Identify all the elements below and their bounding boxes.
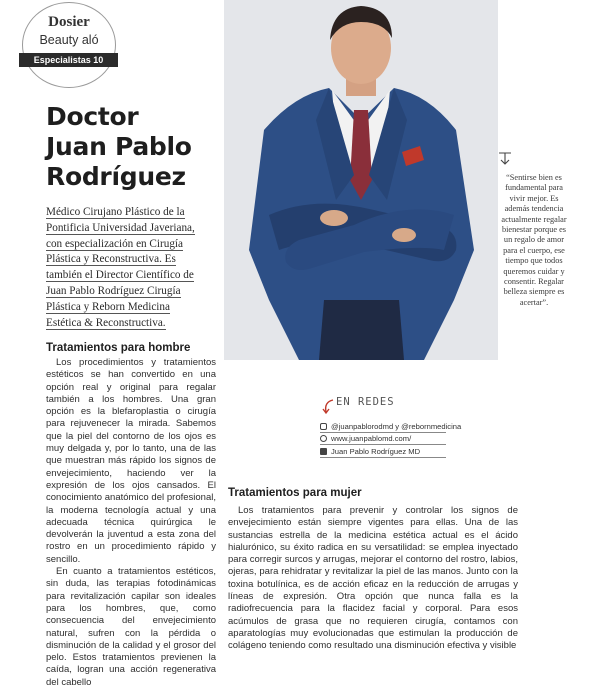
quote-arrow-icon (497, 152, 513, 166)
intro-line: Médico Cirujano Plástico de la (46, 206, 185, 218)
website-text: www.juanpablomd.com/ (331, 434, 412, 443)
instagram-icon (320, 423, 327, 430)
facebook-text: Juan Pablo Rodríguez MD (331, 447, 421, 456)
paragraph: Los procedimientos y tratamientos estéticos se han convertido en una opción real y original para regalar también a los hombres. Una gran opción es la blefaroplastia o cirugía para rejuvenecer la mirada. Sabemos que la piel del contorno de los ojos es muy delgada y, por lo tanto, una de las que muestran más rápido los signos de envejecimiento, haciendo ver la expresión de los ojos cansados. El conocimiento anatómico del profesional, la moderna tecnología actual y una adecuada técnica quirúrgica le devolverán la juventud a esta zona del rostro en un procedimiento rápido y sencillo. (46, 357, 216, 565)
doctor-portrait-illustration (224, 0, 498, 360)
title-line: Doctor (46, 102, 139, 131)
intro-line: Pontificia Universidad Javeriana, (46, 221, 195, 234)
facebook-icon (320, 448, 327, 455)
divider (320, 457, 446, 458)
pull-quote: “Sentirse bien es fundamental para vivir mejor. Es además tendencia actualmente regalar bienestar porque es un regalo de amor para el cuerpo, ese tiempo que todos queremos cuidar y consentir. Regalar belleza siempre es acertar”. (501, 173, 567, 307)
divider (320, 444, 446, 445)
badge-subtitle: Beauty aló (39, 33, 99, 47)
facebook-page[interactable] (320, 447, 420, 457)
curved-arrow-icon (322, 398, 336, 416)
globe-icon (320, 435, 327, 442)
website-link[interactable] (320, 434, 411, 444)
intro-line: Estética & Reconstructiva. (46, 316, 166, 329)
intro-line: Juan Pablo Rodríguez Cirugía (46, 284, 181, 297)
instagram-text: @juanpablorodmd y @rebornmedicina (331, 422, 462, 431)
article-title (46, 102, 226, 192)
title-line: Juan Pablo (46, 132, 192, 161)
paragraph: Los tratamientos para prevenir y controlar los signos de envejecimiento están siempre vigentes para ellas. Una de las sustancias estrella de la medicina estética actual es el ácido hialurónico, su éxito radica en su versatilidad: se emplea inyectado para corregir surcos y arrugas, mejorar el contorno del rostro, labios, ojeras, para rehidratar y revitalizar la piel de las manos. Junto con la toxina botulínica, es de acción eficaz en la reducción de arrugas y líneas de expresión. Otra opción que nunca falla es la radiofrecuencia para la flacidez facial y corporal. Para esos acúmulos de grasa que no requieren cirugía, contamos con aparatologías muy evolucionadas que estimulan la producción de colágeno teniendo como resultado una disminución efectiva y visible (228, 505, 518, 652)
article-intro (46, 205, 216, 331)
instagram-handle[interactable] (320, 422, 461, 432)
section-heading-women: Tratamientos para mujer (228, 487, 362, 499)
intro-line: con especialización en Cirugía (46, 237, 183, 250)
social-section-title: EN REDES (336, 396, 395, 408)
section-heading-men: Tratamientos para hombre (46, 342, 191, 354)
section-body-women (228, 505, 518, 652)
section-body-men (46, 357, 216, 688)
badge-strip: Especialistas 10 (19, 53, 118, 67)
title-line: Rodríguez (46, 162, 186, 191)
doctor-portrait-photo (224, 0, 498, 360)
divider (320, 432, 446, 433)
intro-line: también el Director Científico de (46, 269, 194, 282)
paragraph: En cuanto a tratamientos estéticos, sin duda, las terapias fotodinámicas para revitalización capilar son ideales para los hombres, que, como consecuencia del envejecimiento natural, sufren con la pérdida o disminución de la calidad y el grosor del pelo. Estos tratamientos previenen la caída, logran una acción regenerativa del cabello (46, 566, 216, 688)
intro-line: Plástica y Reborn Medicina (46, 300, 170, 313)
intro-line: Plástica y Reconstructiva. Es (46, 253, 176, 266)
badge-title: Dosier (48, 14, 90, 30)
